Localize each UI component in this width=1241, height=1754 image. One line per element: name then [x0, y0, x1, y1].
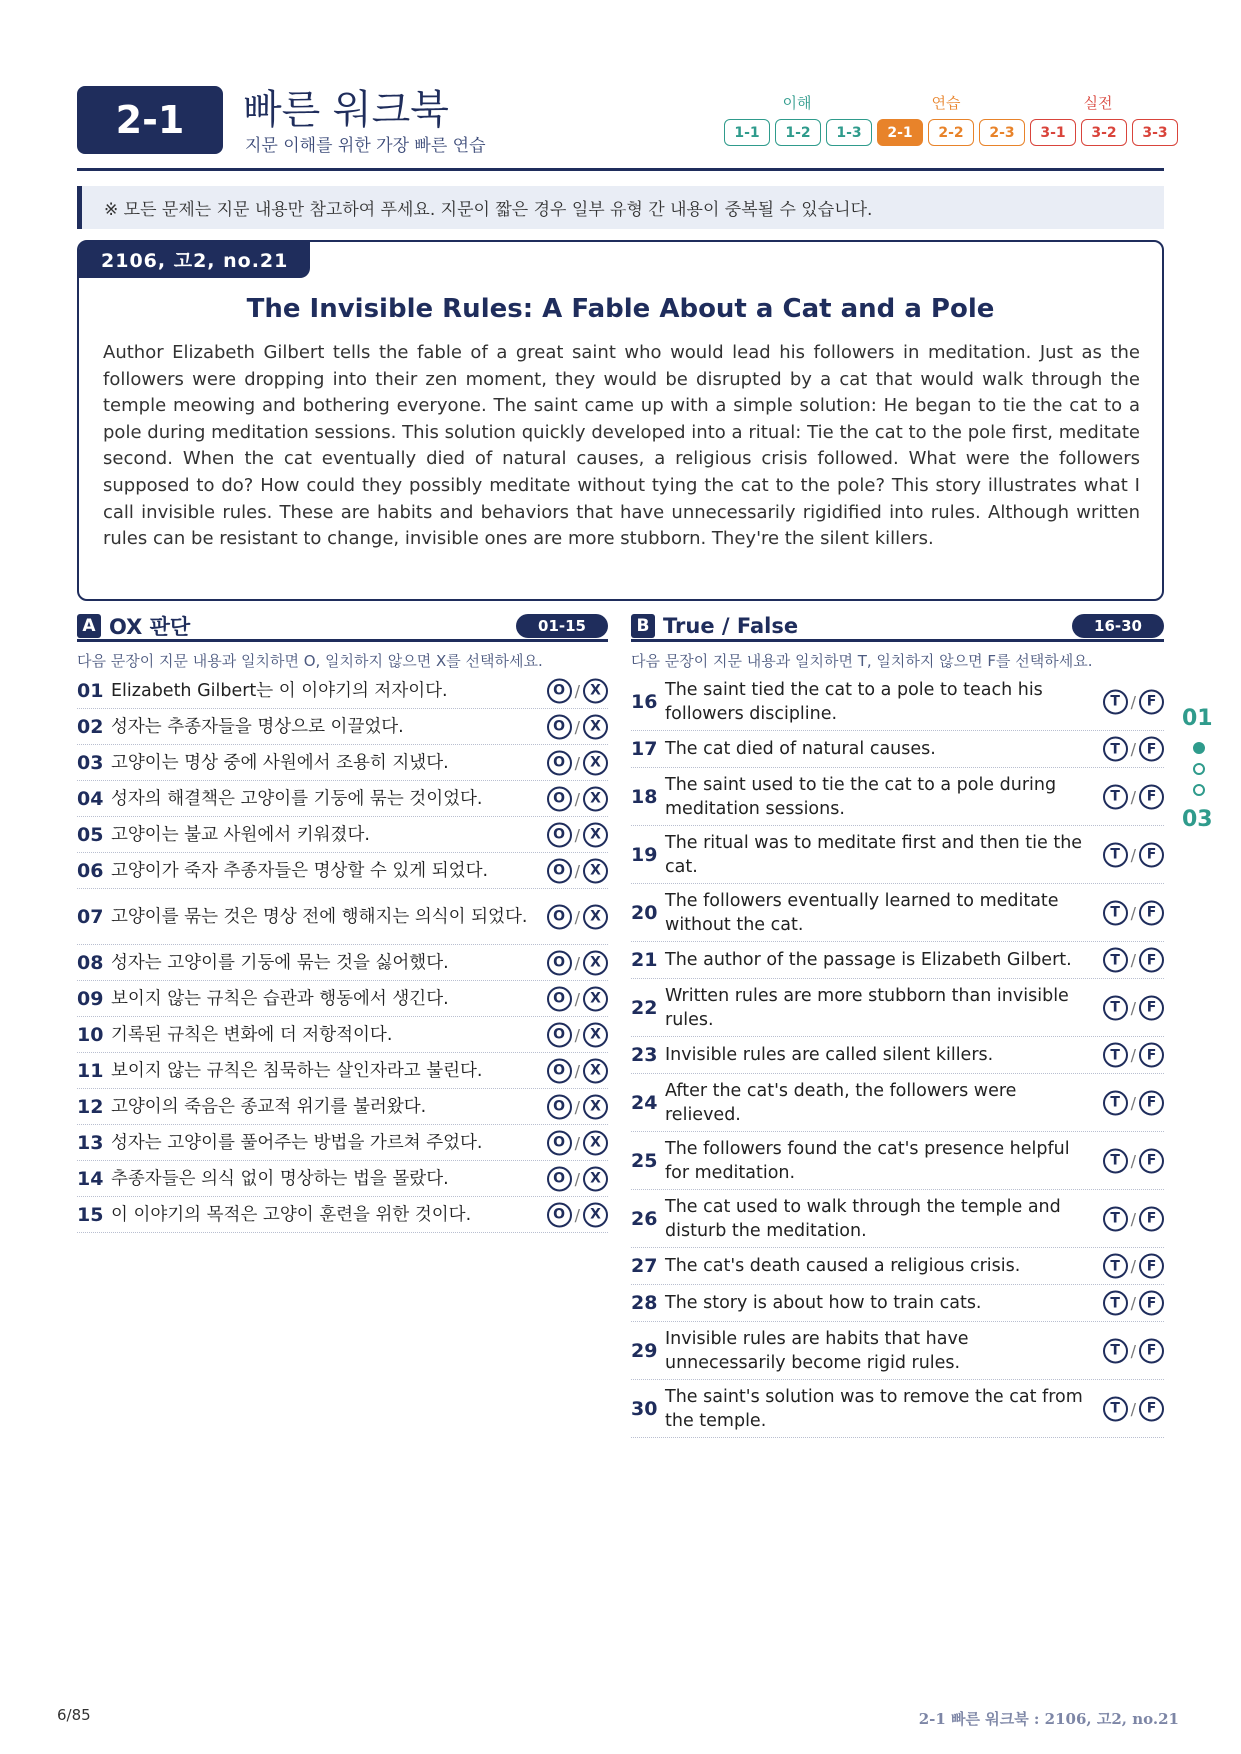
option-o-button[interactable]: O [547, 1130, 572, 1155]
answer-options [1103, 737, 1164, 762]
question-row [631, 1132, 1164, 1190]
notice-banner: ※ 모든 문제는 지문 내용만 참고하여 푸세요. 지문이 짧은 경우 일부 유형 간 내용이 중복될 수 있습니다. [77, 186, 1164, 229]
progress-dot-1 [1193, 742, 1205, 754]
answer-options [1103, 1090, 1164, 1115]
question-number: 10 [77, 1023, 104, 1046]
question-row [631, 942, 1164, 979]
footer-reference: 2-1 빠른 워크북 : 2106, 고2, no.21 [918, 1710, 1179, 1728]
question-number: 12 [77, 1095, 104, 1118]
question-number: 22 [631, 996, 658, 1019]
option-separator: / [574, 825, 580, 844]
question-number: 07 [77, 905, 104, 928]
source-tag: 2106, 고2, no.21 [79, 240, 310, 278]
nav-unit-2-1[interactable]: 2-1 [877, 119, 923, 146]
question-text: The followers eventually learned to meditate without the cat. [665, 890, 1059, 935]
option-separator: / [574, 953, 580, 972]
option-x-button[interactable]: X [583, 786, 608, 811]
answer-options [1103, 1291, 1164, 1316]
question-text: The followers found the cat's presence helpful for meditation. [665, 1138, 1070, 1183]
option-o-button[interactable]: O [547, 786, 572, 811]
option-x-button[interactable]: X [583, 750, 608, 775]
option-t-button[interactable]: T [1103, 1254, 1128, 1279]
option-t-button[interactable]: T [1103, 1338, 1128, 1363]
option-separator: / [574, 861, 580, 880]
option-t-button[interactable]: T [1103, 737, 1128, 762]
answer-options [547, 858, 608, 883]
option-x-button[interactable]: X [583, 858, 608, 883]
option-separator: / [1130, 845, 1136, 864]
option-t-button[interactable]: T [1103, 784, 1128, 809]
answer-options [547, 822, 608, 847]
question-row [77, 781, 608, 817]
question-number: 09 [77, 987, 104, 1010]
question-text: Elizabeth Gilbert는 이 이야기의 저자이다. [111, 680, 448, 701]
answer-options [547, 1130, 608, 1155]
option-separator: / [574, 717, 580, 736]
question-number: 17 [631, 738, 658, 760]
option-f-button[interactable]: F [1139, 1148, 1164, 1173]
question-row [77, 1053, 608, 1089]
question-number: 18 [631, 785, 658, 808]
answer-options [547, 786, 608, 811]
question-number: 04 [77, 787, 104, 810]
option-separator: / [574, 907, 580, 926]
option-separator: / [574, 789, 580, 808]
question-text: The cat's death caused a religious crisis. [665, 1256, 1021, 1276]
question-row [77, 1125, 608, 1161]
option-t-button[interactable]: T [1103, 1206, 1128, 1231]
option-t-button[interactable]: T [1103, 1291, 1128, 1316]
question-text: 성자는 고양이를 풀어주는 방법을 가르쳐 주었다. [111, 1132, 483, 1153]
section-b-header [631, 612, 1164, 642]
option-x-button[interactable]: X [583, 950, 608, 975]
option-o-button[interactable]: O [547, 678, 572, 703]
question-number: 15 [77, 1203, 104, 1226]
question-number: 16 [631, 690, 658, 713]
option-x-button[interactable]: X [583, 1130, 608, 1155]
section-b-instruction: 다음 문장이 지문 내용과 일치하면 T, 일치하지 않으면 F를 선택하세요. [631, 652, 1093, 670]
option-o-button[interactable]: O [547, 950, 572, 975]
question-row [77, 817, 608, 853]
section-a-title: OX 판단 [109, 614, 191, 639]
answer-options [1103, 1043, 1164, 1068]
option-separator: / [574, 1133, 580, 1152]
question-row [631, 1037, 1164, 1074]
question-text: 성자의 해결책은 고양이를 기둥에 묶는 것이었다. [111, 788, 483, 809]
answer-options [547, 1166, 608, 1191]
option-o-button[interactable]: O [547, 858, 572, 883]
answer-options [1103, 784, 1164, 809]
question-text: 고양이는 명상 중에 사원에서 조용히 지냈다. [111, 752, 449, 773]
nav-unit-1-2[interactable]: 1-2 [775, 119, 821, 146]
answer-options [547, 1202, 608, 1227]
question-text: The cat used to walk through the temple and disturb the meditation. [665, 1196, 1061, 1241]
option-f-button[interactable]: F [1139, 784, 1164, 809]
option-f-button[interactable]: F [1139, 842, 1164, 867]
option-o-button[interactable]: O [547, 1202, 572, 1227]
question-row [631, 1380, 1164, 1438]
nav-unit-1-3[interactable]: 1-3 [826, 119, 872, 146]
answer-options [1103, 1396, 1164, 1421]
question-number: 23 [631, 1044, 658, 1066]
answer-options [547, 714, 608, 739]
option-separator: / [1130, 903, 1136, 922]
question-text: Written rules are more stubborn than invisible rules. [665, 985, 1069, 1030]
question-text: 고양이는 불교 사원에서 키워졌다. [111, 824, 370, 845]
question-text: The ritual was to meditate first and then tie the cat. [665, 832, 1083, 877]
question-text: Invisible rules are called silent killers. [665, 1045, 994, 1065]
question-row [77, 745, 608, 781]
option-separator: / [574, 1025, 580, 1044]
question-number: 20 [631, 901, 658, 924]
option-o-button[interactable]: O [547, 1094, 572, 1119]
page-title: 빠른 워크북 [243, 87, 449, 133]
question-text: After the cat's death, the followers were relieved. [665, 1080, 1017, 1125]
section-a-header [77, 612, 608, 642]
option-separator: / [574, 1169, 580, 1188]
option-o-button[interactable]: O [547, 1058, 572, 1083]
option-separator: / [1130, 787, 1136, 806]
option-separator: / [574, 1097, 580, 1116]
passage-text: Author Elizabeth Gilbert tells the fable of a great saint who would lead his followers in meditation. Just as the followers were dropping into their zen moment, they would be disrupted by a cat that would walk through the temple meowing and bothering everyone. The saint came up with a simple solution: He began to tie the cat to a pole during meditation sessions. This solution quickly developed into a ritual: Tie the cat to the pole first, meditate second. When the cat eventually died of natural causes, a religious crisis followed. What were the followers supposed to do? How could they possibly meditate without tying the cat to the pole? This story illustrates what I call invisible rules. These are habits and behaviors that have unnecessarily rigidified into rules. Although written rules can be resistant to change, invisible ones are more stubborn. They're the silent killers. [103, 342, 1140, 550]
question-number: 21 [631, 949, 658, 971]
question-row [631, 1322, 1164, 1380]
option-separator: / [1130, 739, 1136, 759]
question-row [77, 673, 608, 709]
section-b-title: True / False [663, 613, 799, 638]
question-number: 05 [77, 823, 104, 846]
question-row [631, 884, 1164, 942]
option-t-button[interactable]: T [1103, 1396, 1128, 1421]
answer-options [1103, 689, 1164, 714]
option-f-button[interactable]: F [1139, 1090, 1164, 1115]
question-number: 24 [631, 1091, 658, 1114]
option-separator: / [1130, 1209, 1136, 1228]
question-number: 03 [77, 751, 104, 774]
nav-unit-3-3[interactable]: 3-3 [1132, 119, 1178, 146]
option-t-button[interactable]: T [1103, 1043, 1128, 1068]
question-number: 02 [77, 715, 104, 738]
question-text: 보이지 않는 규칙은 침묵하는 살인자라고 불린다. [111, 1060, 483, 1081]
question-text: The story is about how to train cats. [665, 1293, 982, 1313]
option-x-button[interactable]: X [583, 822, 608, 847]
option-separator: / [1130, 950, 1136, 970]
question-text: Invisible rules are habits that have unnecessarily become rigid rules. [665, 1328, 969, 1373]
option-t-button[interactable]: T [1103, 842, 1128, 867]
passage-title: The Invisible Rules: A Fable About a Cat and a Pole [246, 294, 995, 324]
answer-options [547, 750, 608, 775]
option-o-button[interactable]: O [547, 904, 572, 929]
stage-label-understand: 이해 [782, 94, 812, 112]
answer-options [547, 1022, 608, 1047]
answer-options [1103, 1254, 1164, 1279]
answer-options [1103, 900, 1164, 925]
option-x-button[interactable]: X [583, 1202, 608, 1227]
answer-options [1103, 995, 1164, 1020]
question-row [77, 1017, 608, 1053]
option-separator: / [1130, 1256, 1136, 1276]
question-row [631, 826, 1164, 884]
section-a-instruction: 다음 문장이 지문 내용과 일치하면 O, 일치하지 않으면 X를 선택하세요. [77, 652, 543, 670]
question-row [631, 731, 1164, 768]
side-indicator-bottom: 03 [1182, 807, 1213, 832]
option-separator: / [1130, 692, 1136, 711]
nav-unit-3-2[interactable]: 3-2 [1081, 119, 1127, 146]
option-x-button[interactable]: X [583, 986, 608, 1011]
question-row [631, 1190, 1164, 1248]
question-text: 기록된 규칙은 변화에 더 저항적이다. [111, 1024, 393, 1045]
option-o-button[interactable]: O [547, 750, 572, 775]
section-a-range: 01-15 [516, 614, 608, 638]
option-x-button[interactable]: X [583, 714, 608, 739]
option-separator: / [1130, 1293, 1136, 1313]
question-row [631, 1285, 1164, 1322]
option-t-button[interactable]: T [1103, 948, 1128, 973]
option-o-button[interactable]: O [547, 1022, 572, 1047]
question-text: 고양이가 죽자 추종자들은 명상할 수 있게 되었다. [111, 860, 489, 881]
option-f-button[interactable]: F [1139, 900, 1164, 925]
option-f-button[interactable]: F [1139, 1338, 1164, 1363]
option-separator: / [574, 1205, 580, 1224]
question-row [77, 945, 608, 981]
question-text: 고양이의 죽음은 종교적 위기를 불러왔다. [111, 1096, 427, 1117]
question-text: 이 이야기의 목적은 고양이 훈련을 위한 것이다. [111, 1204, 472, 1225]
question-text: 고양이를 묶는 것은 명상 전에 행해지는 의식이 되었다. [111, 906, 528, 927]
option-f-button[interactable]: F [1139, 995, 1164, 1020]
option-o-button[interactable]: O [547, 1166, 572, 1191]
nav-unit-3-1[interactable]: 3-1 [1030, 119, 1076, 146]
option-separator: / [1130, 1399, 1136, 1418]
question-text: The author of the passage is Elizabeth Gilbert. [665, 950, 1072, 970]
option-o-button[interactable]: O [547, 714, 572, 739]
question-number: 27 [631, 1255, 658, 1277]
question-number: 19 [631, 843, 658, 866]
question-number: 25 [631, 1149, 658, 1172]
question-number: 30 [631, 1397, 658, 1420]
answer-options [1103, 1148, 1164, 1173]
question-number: 14 [77, 1167, 104, 1190]
answer-options [547, 904, 608, 929]
page-subtitle: 지문 이해를 위한 가장 빠른 연습 [245, 136, 486, 156]
question-number: 08 [77, 951, 104, 974]
answer-options [547, 950, 608, 975]
question-row [77, 709, 608, 745]
nav-unit-2-3[interactable]: 2-3 [979, 119, 1025, 146]
option-x-button[interactable]: X [583, 1094, 608, 1119]
option-o-button[interactable]: O [547, 822, 572, 847]
question-text: 보이지 않는 규칙은 습관과 행동에서 생긴다. [111, 988, 449, 1009]
stage-label-real: 실전 [1083, 94, 1113, 112]
section-a-letter: A [77, 614, 101, 638]
answer-options [547, 1058, 608, 1083]
question-number: 28 [631, 1292, 658, 1314]
question-row [77, 1197, 608, 1233]
option-f-button[interactable]: F [1139, 948, 1164, 973]
option-separator: / [574, 989, 580, 1008]
option-x-button[interactable]: X [583, 1166, 608, 1191]
option-f-button[interactable]: F [1139, 737, 1164, 762]
unit-nav [724, 119, 1178, 146]
question-text: 추종자들은 의식 없이 명상하는 법을 몰랐다. [111, 1168, 449, 1189]
question-row [77, 981, 608, 1017]
option-o-button[interactable]: O [547, 986, 572, 1011]
question-row [631, 1074, 1164, 1132]
answer-options [547, 678, 608, 703]
section-b-letter: B [631, 614, 655, 638]
option-separator: / [1130, 1093, 1136, 1112]
option-t-button[interactable]: T [1103, 1090, 1128, 1115]
option-separator: / [1130, 1151, 1136, 1170]
side-indicator-top: 01 [1182, 706, 1213, 731]
question-number: 01 [77, 679, 104, 702]
question-number: 26 [631, 1207, 658, 1230]
option-x-button[interactable]: X [583, 1058, 608, 1083]
section-b-range: 16-30 [1072, 614, 1164, 638]
question-row [77, 1161, 608, 1197]
answer-options [547, 986, 608, 1011]
question-text: The cat died of natural causes. [665, 739, 936, 759]
option-t-button[interactable]: T [1103, 900, 1128, 925]
answer-options [547, 1094, 608, 1119]
option-t-button[interactable]: T [1103, 1148, 1128, 1173]
option-f-button[interactable]: F [1139, 1043, 1164, 1068]
option-f-button[interactable]: F [1139, 689, 1164, 714]
option-x-button[interactable]: X [583, 904, 608, 929]
question-text: 성자는 고양이를 기둥에 묶는 것을 싫어했다. [111, 952, 449, 973]
answer-options [1103, 842, 1164, 867]
option-separator: / [574, 753, 580, 772]
option-f-button[interactable]: F [1139, 1291, 1164, 1316]
question-row [77, 1089, 608, 1125]
question-row [631, 1248, 1164, 1285]
question-text: The saint's solution was to remove the cat from the temple. [665, 1386, 1083, 1431]
unit-badge: 2-1 [77, 86, 223, 154]
question-number: 29 [631, 1339, 658, 1362]
question-text: The saint tied the cat to a pole to teach his followers discipline. [665, 679, 1043, 724]
nav-unit-2-2[interactable]: 2-2 [928, 119, 974, 146]
question-row [631, 768, 1164, 826]
stage-label-practice: 연습 [931, 94, 961, 112]
option-t-button[interactable]: T [1103, 689, 1128, 714]
option-x-button[interactable]: X [583, 1022, 608, 1047]
answer-options [1103, 948, 1164, 973]
question-number: 13 [77, 1131, 104, 1154]
option-separator: / [1130, 998, 1136, 1017]
question-row [631, 979, 1164, 1037]
answer-options [1103, 1338, 1164, 1363]
page-number: 6/85 [57, 1706, 91, 1724]
question-number: 11 [77, 1059, 104, 1082]
option-separator: / [1130, 1045, 1136, 1065]
option-separator: / [574, 681, 580, 700]
option-separator: / [574, 1061, 580, 1080]
header-divider [77, 168, 1164, 171]
passage-box [77, 240, 1164, 601]
question-text: 성자는 추종자들을 명상으로 이끌었다. [111, 716, 404, 737]
question-number: 06 [77, 859, 104, 882]
question-row [631, 673, 1164, 731]
nav-unit-1-1[interactable]: 1-1 [724, 119, 770, 146]
option-separator: / [1130, 1341, 1136, 1360]
answer-options [1103, 1206, 1164, 1231]
option-f-button[interactable]: F [1139, 1206, 1164, 1231]
option-x-button[interactable]: X [583, 678, 608, 703]
option-f-button[interactable]: F [1139, 1254, 1164, 1279]
question-row [77, 889, 608, 945]
option-t-button[interactable]: T [1103, 995, 1128, 1020]
question-row [77, 853, 608, 889]
question-text: The saint used to tie the cat to a pole during meditation sessions. [665, 774, 1057, 819]
progress-dot-3 [1193, 784, 1205, 796]
option-f-button[interactable]: F [1139, 1396, 1164, 1421]
progress-dot-2 [1193, 763, 1205, 775]
